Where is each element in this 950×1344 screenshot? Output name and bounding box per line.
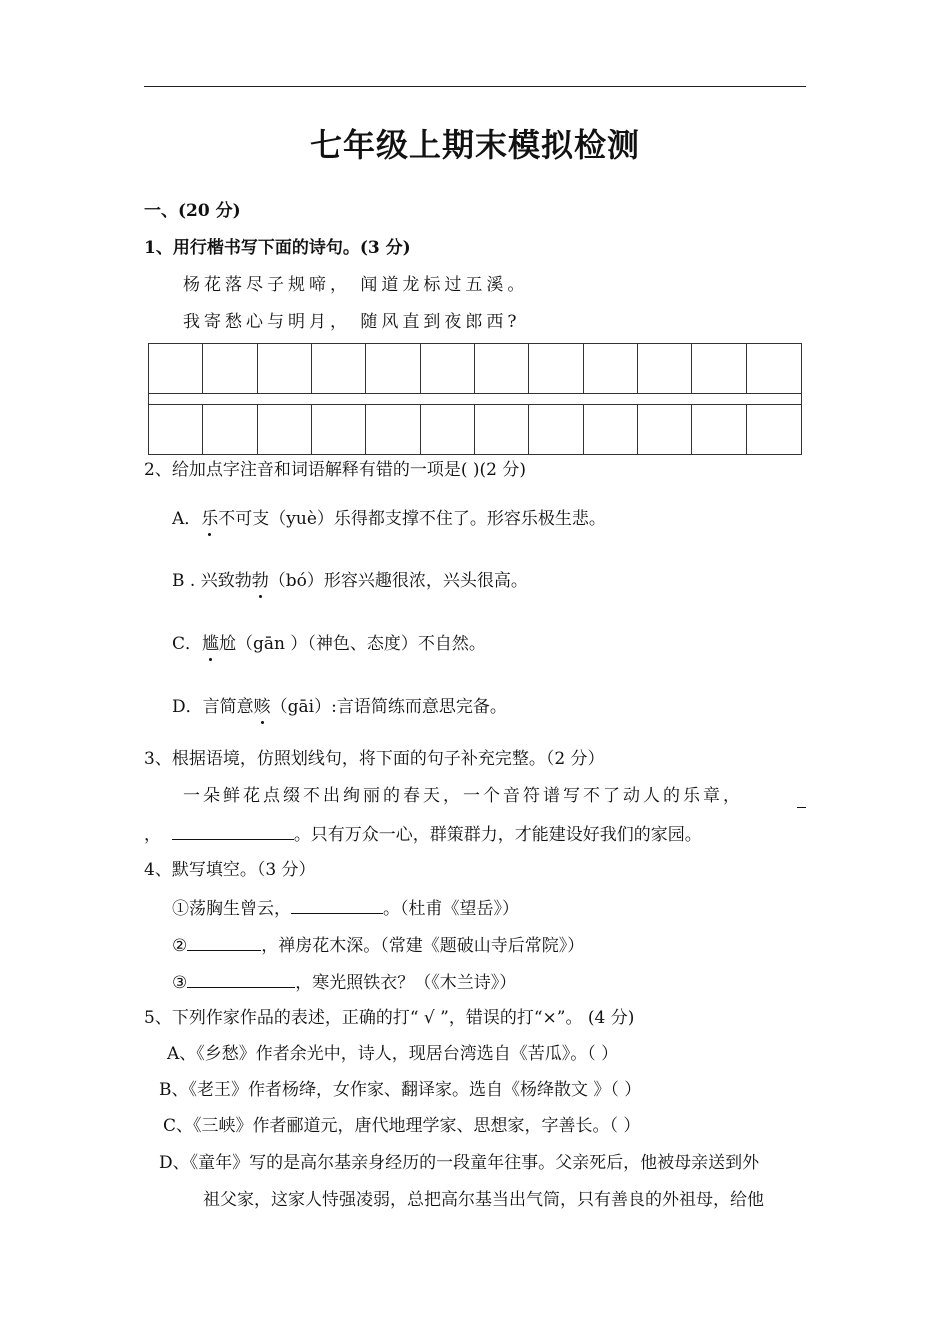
option-a-prefix: A． bbox=[172, 509, 202, 529]
writing-grid-row-1[interactable] bbox=[148, 343, 802, 394]
q4-item2-blank[interactable] bbox=[187, 932, 261, 951]
q3-comma: ， bbox=[144, 825, 161, 845]
option-b-dotted-char: 勃 bbox=[251, 571, 269, 591]
option-b-text: （bó）形容兴趣很浓，兴头很高。 bbox=[268, 571, 528, 591]
page-title: 七年级上期末模拟检测 bbox=[309, 126, 640, 164]
question-3-line-2 bbox=[144, 821, 702, 847]
q4-item1-source: 。（杜甫《望岳》） bbox=[383, 899, 519, 919]
question-2-label: 2、给加点字注音和词语解释有错的一项是( )(2 分) bbox=[144, 460, 526, 480]
question-4-label: 4、默写填空。（3 分） bbox=[144, 860, 316, 880]
option-d-prefix: D．言简意 bbox=[172, 697, 254, 717]
question-3-blank-tail[interactable] bbox=[797, 789, 806, 808]
poem-line-2: 我寄愁心与明月， 随风直到夜郎西? bbox=[183, 312, 521, 332]
q4-item3-blank[interactable] bbox=[187, 969, 295, 988]
option-c-dotted-char: 尴 bbox=[202, 634, 220, 654]
question-5-item-a[interactable]: A、《乡愁》作者余光中，诗人，现居台湾选自《苦瓜》。（ ） bbox=[167, 1044, 619, 1064]
option-c-prefix: C． bbox=[172, 634, 203, 654]
option-a-dotted-char: 乐 bbox=[201, 509, 219, 529]
question-2-option-c[interactable] bbox=[172, 632, 486, 656]
section-heading: 一、(20 分) bbox=[144, 201, 241, 221]
q4-item2-text: ，禅房花木深。（常建《题破山寺后常院》） bbox=[261, 936, 585, 956]
q4-item1-text: ①荡胸生曾云， bbox=[172, 899, 291, 919]
option-a-text: 不可支（yuè）乐得都支撑不住了。形容乐极生悲。 bbox=[218, 509, 606, 529]
q4-item3-marker: ③ bbox=[172, 973, 188, 993]
question-3-label: 3、根据语境，仿照划线句，将下面的句子补充完整。（2 分） bbox=[144, 749, 605, 769]
question-5-item-b[interactable]: B、《老王》作者杨绛，女作家、翻译家。选自《杨绛散文 》（ ） bbox=[159, 1080, 642, 1100]
header-rule bbox=[144, 86, 806, 87]
question-4-item-1 bbox=[172, 895, 519, 921]
q3-continuation: 。只有万众一心，群策群力，才能建设好我们的家园。 bbox=[293, 825, 702, 845]
question-5-label: 5、下列作家作品的表述，正确的打“ √ ”，错误的打“×”。 (4 分) bbox=[144, 1008, 635, 1028]
question-2-option-d[interactable] bbox=[172, 695, 507, 719]
writing-grid-row-2[interactable] bbox=[148, 404, 802, 455]
q4-item3-text: ，寒光照铁衣？（《木兰诗》） bbox=[295, 973, 517, 993]
option-b-prefix: B . 兴致勃 bbox=[172, 571, 252, 591]
question-3-answer-blank[interactable] bbox=[172, 821, 294, 840]
question-5-item-d-continued: 祖父家，这家人恃强凌弱，总把高尔基当出气筒，只有善良的外祖母，给他 bbox=[203, 1190, 764, 1210]
question-4-item-3 bbox=[172, 969, 516, 995]
poem-line-1: 杨花落尽子规啼， 闻道龙标过五溪。 bbox=[183, 275, 529, 295]
question-1-label: 1、用行楷书写下面的诗句。(3 分) bbox=[144, 238, 411, 258]
option-c-text: 尬（gān ）（神色、态度）不自然。 bbox=[219, 634, 486, 654]
q4-item1-blank[interactable] bbox=[291, 895, 383, 914]
option-d-text: （gāi）:言语简练而意思完备。 bbox=[270, 697, 507, 717]
q4-item2-marker: ② bbox=[172, 936, 188, 956]
question-3-sentence: 一朵鲜花点缀不出绚丽的春天，一个音符谱写不了动人的乐章， bbox=[183, 786, 743, 806]
question-2-option-a[interactable] bbox=[172, 507, 606, 531]
question-2-option-b[interactable] bbox=[172, 569, 528, 593]
question-4-item-2 bbox=[172, 932, 584, 958]
question-5-item-d[interactable]: D、《童年》写的是高尔基亲身经历的一段童年往事。父亲死后，他被母亲送到外 bbox=[159, 1153, 760, 1173]
option-d-dotted-char: 赅 bbox=[253, 697, 271, 717]
question-5-item-c[interactable]: C、《三峡》作者郦道元，唐代地理学家、思想家，字善长。（ ） bbox=[163, 1116, 641, 1136]
